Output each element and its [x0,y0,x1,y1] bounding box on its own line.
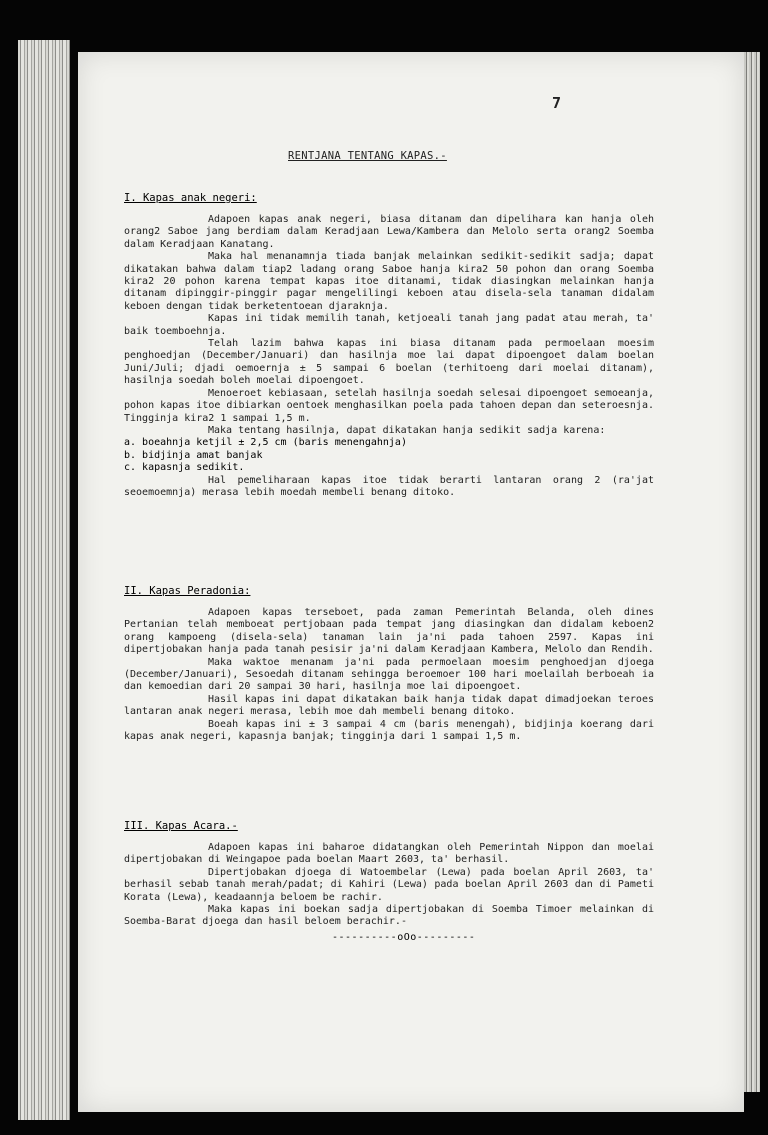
paragraph: Adapoen kapas terseboet, pada zaman Pemerintah Belanda, oleh dines Pertanian telah memboeat pertjobaan pada tempat jang diasingkan dan didalam keboen2 orang kampoeng (disela-sela) tanaman lain ja'ni pada tahoen 2597. Kapas ini dipertjobakan hanja pada tanah pesisir ja'ni dalam Keradjaan Kambera, Melolo dan Rendih. [124,607,654,656]
list-item: a. boeahnja ketjil ± 2,5 cm (baris menengahnja) [124,437,407,449]
paragraph: Adapoen kapas anak negeri, biasa ditanam dan dipelihara kan hanja oleh orang2 Saboe jang berdiam dalam Keradjaan Lewa/Kambera dan Melolo serta orang2 Soemba dalam Keradjaan Kanatang. [124,214,654,250]
paragraph: Boeah kapas ini ± 3 sampai 4 cm (baris menengah), bidjinja koerang dari kapas anak negeri, kapasnja banjak; tingginja dari 1 sampai 1,5 m. [124,718,654,743]
paragraph: Maka hal menanamnja tiada banjak melainkan sedikit-sedikit sadja; dapat dikatakan bahwa dalam tiap2 ladang orang Saboe hanja kira2 50 pohon dan orang Soemba kira2 20 pohon karena tempat kapas itoe ditanami, tidak diasingkan melainkan hanja ditanam dipinggir-pinggir pagar mengelilingi keboen atau disela-sela tanaman didalam keboen dengan tidak berketentoean djaraknja. [124,251,654,312]
paragraph: Maka kapas ini boekan sadja dipertjobakan di Soemba Timoer melainkan di Soemba-Barat djoega dan hasil beloem berachir.- [124,904,654,928]
section-heading: II. Kapas Peradonia: [124,585,251,597]
section-kapas-acara [124,820,654,929]
paragraph: Adapoen kapas ini baharoe didatangkan oleh Pemerintah Nippon dan moelai dipertjobakan di Weingapoe pada boelan Maart 2603, ta' berhasil. [124,842,654,866]
list-item: b. bidjinja amat banjak [124,449,263,461]
document-title: RENTJANA TENTANG KAPAS.- [288,150,447,162]
paragraph: Menoeroet kebiasaan, setelah hasilnja soedah selesai dipoengoet semoeanja, pohon kapas itoe dibiarkan oentoek menghasilkan poela pada tahoen depan dan seteroesnja. Tingginja kira2 1 sampai 1,5 m. [124,387,654,424]
paragraph: Hal pemeliharaan kapas itoe tidak berarti lantaran orang 2 (ra'jat seoemoemnja) merasa lebih moedah membeli benang ditoko. [124,474,654,498]
section-kapas-peradonia [124,585,654,743]
list-item: c. kapasnja sedikit. [124,462,245,474]
paragraph: Dipertjobakan djoega di Watoembelar (Lewa) pada boelan April 2603, ta' berhasil sebab tanah merah/padat; di Kahiri (Lewa) pada boelan April 2603 dan di Pameti Korata (Lewa), keadaannja beloem be rachir. [124,866,654,903]
page-number: 7 [552,94,562,112]
paragraph: Maka waktoe menanam ja'ni pada permoelaan moesim penghoedjan djoega (December/Januari), Sesoedah ditanam sehingga beroemoer 100 hari moelailah berboeah ia dan kemoedian dari 20 sampai 30 hari, hasilnja moe lai dipoengoet. [124,656,654,693]
paragraph: Telah lazim bahwa kapas ini biasa ditanam pada permoelaan moesim penghoedjan (December/Januari) dan hasilnja moe lai dapat dipoengoet dalam boelan Juni/Juli; djadi oemoernja ± 5 sampai 6 boelan (terhitoeng dari moelai ditanam), hasilnja soedah boleh moelai dipoengoet. [124,338,654,387]
section-heading: III. Kapas Acara.- [124,820,238,832]
section-kapas-anak-negeri [124,192,654,499]
paragraph: Maka tentang hasilnja, dapat dikatakan hanja sedikit sadja karena: [208,424,606,436]
section-heading: I. Kapas anak negeri: [124,192,257,204]
left-binding-edge [18,40,70,1120]
closing-divider: ----------oOo--------- [332,932,476,943]
paragraph: Hasil kapas ini dapat dikatakan baik hanja tidak dapat dimadjoekan teroes lantaran anak negeri merasa, lebih moe dah membeli benang ditoko. [124,693,654,718]
paragraph: Kapas ini tidak memilih tanah, ketjoeali tanah jang padat atau merah, ta' baik toemboehnja. [124,313,654,337]
